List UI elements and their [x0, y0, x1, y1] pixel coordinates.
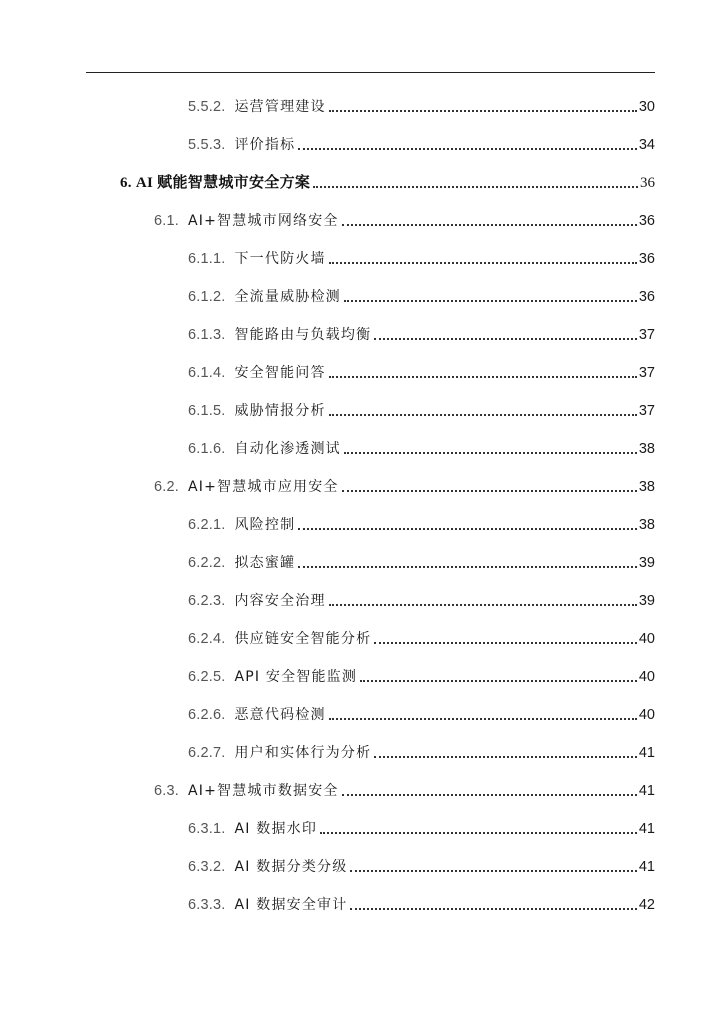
toc-entry-6-2[interactable] — [154, 474, 655, 496]
toc-entry-number: 6.2.1. — [188, 517, 226, 533]
toc-dot-leader — [350, 870, 636, 872]
toc-entry-6-2-5[interactable] — [188, 664, 655, 686]
toc-entry-page: 41 — [638, 821, 655, 837]
toc-entry-page: 41 — [638, 783, 655, 799]
toc-entry-6-3-2[interactable] — [188, 854, 655, 876]
toc-entry-page: 38 — [638, 517, 655, 533]
toc-entry-page: 40 — [638, 631, 655, 647]
toc-entry-number: 6.2.5. — [188, 669, 226, 685]
toc-entry-page: 39 — [638, 555, 655, 571]
toc-entry-title: AI+智慧城市数据安全 — [188, 783, 339, 799]
toc-entry-number: 5.5.3. — [188, 137, 226, 153]
toc-dot-leader — [329, 718, 637, 720]
toc-entry-title: AI+智慧城市应用安全 — [188, 479, 339, 495]
toc-dot-leader — [298, 528, 637, 530]
toc-entry-number: 6.1.5. — [188, 403, 226, 419]
toc-entry-number: 6.2.3. — [188, 593, 226, 609]
toc-entry-number: 6.1.6. — [188, 441, 226, 457]
toc-entry-page: 34 — [638, 137, 655, 153]
toc-entry-page: 39 — [638, 593, 655, 609]
toc-entry-6[interactable] — [120, 170, 655, 192]
toc-entry-5-5-2[interactable] — [188, 94, 655, 116]
toc-entry-number: 6.1. — [154, 213, 179, 229]
toc-entry-title: 风险控制 — [234, 517, 296, 533]
toc-dot-leader — [344, 300, 637, 302]
toc-entry-title: 自动化渗透测试 — [234, 441, 341, 457]
toc-entry-6-2-3[interactable] — [188, 588, 655, 610]
toc-entry-page: 42 — [638, 897, 655, 913]
toc-entry-5-5-3[interactable] — [188, 132, 655, 154]
toc-entry-page: 36 — [638, 213, 655, 229]
toc-dot-leader — [342, 794, 637, 796]
toc-entry-page: 37 — [638, 327, 655, 343]
toc-entry-title: 安全智能问答 — [234, 365, 326, 381]
toc-entry-title: API 安全智能监测 — [234, 669, 358, 685]
toc-entry-6-3-3[interactable] — [188, 892, 655, 914]
toc-entry-title: AI+智慧城市网络安全 — [188, 213, 339, 229]
toc-dot-leader — [360, 680, 637, 682]
toc-entry-title: AI 赋能智慧城市安全方案 — [135, 175, 311, 191]
toc-entry-title: 恶意代码检测 — [234, 707, 326, 723]
toc-entry-number: 6.3.1. — [188, 821, 226, 837]
toc-entry-page: 40 — [638, 669, 655, 685]
toc-entry-number: 6.2.6. — [188, 707, 226, 723]
toc-entry-page: 37 — [638, 365, 655, 381]
toc-entry-title: 全流量威胁检测 — [234, 289, 341, 305]
toc-entry-6-2-2[interactable] — [188, 550, 655, 572]
toc-dot-leader — [298, 148, 637, 150]
toc-entry-page: 37 — [638, 403, 655, 419]
toc-dot-leader — [313, 186, 638, 188]
toc-entry-page: 36 — [638, 289, 655, 305]
toc-entry-6-1-3[interactable] — [188, 322, 655, 344]
toc-entry-title: AI 数据分类分级 — [234, 859, 348, 875]
toc-dot-leader — [374, 338, 637, 340]
toc-dot-leader — [329, 604, 637, 606]
toc-entry-title: 威胁情报分析 — [234, 403, 326, 419]
toc-entry-number: 6.2. — [154, 479, 179, 495]
toc-entry-number: 6.3.3. — [188, 897, 226, 913]
toc-entry-page: 36 — [638, 251, 655, 267]
toc-entry-number: 6. — [120, 175, 132, 191]
toc-entry-number: 6.1.2. — [188, 289, 226, 305]
toc-entry-number: 6.2.2. — [188, 555, 226, 571]
toc-entry-number: 6.1.1. — [188, 251, 226, 267]
toc-entry-6-2-4[interactable] — [188, 626, 655, 648]
toc-entry-page: 41 — [638, 745, 655, 761]
toc-dot-leader — [329, 110, 637, 112]
toc-entry-title: 下一代防火墙 — [234, 251, 326, 267]
toc-entry-page: 40 — [638, 707, 655, 723]
toc-entry-6-2-1[interactable] — [188, 512, 655, 534]
toc-dot-leader — [342, 490, 637, 492]
toc-entry-title: AI 数据水印 — [234, 821, 318, 837]
toc-entry-6-1-4[interactable] — [188, 360, 655, 382]
toc-entry-number: 6.2.4. — [188, 631, 226, 647]
toc-dot-leader — [298, 566, 637, 568]
toc-entry-title: 智能路由与负载均衡 — [234, 327, 372, 343]
toc-entry-title: 内容安全治理 — [234, 593, 326, 609]
toc-dot-leader — [329, 414, 637, 416]
toc-dot-leader — [344, 452, 637, 454]
toc-entry-number: 5.5.2. — [188, 99, 226, 115]
toc-entry-title: 拟态蜜罐 — [234, 555, 296, 571]
toc-dot-leader — [329, 262, 637, 264]
toc-entry-title: 用户和实体行为分析 — [234, 745, 372, 761]
toc-entry-page: 38 — [638, 441, 655, 457]
toc-dot-leader — [320, 832, 637, 834]
toc-entry-title: AI 数据安全审计 — [234, 897, 348, 913]
toc-entry-number: 6.3. — [154, 783, 179, 799]
toc-entry-6-1[interactable] — [154, 208, 655, 230]
toc-dot-leader — [329, 376, 637, 378]
toc-entry-6-1-5[interactable] — [188, 398, 655, 420]
toc-entry-6-2-6[interactable] — [188, 702, 655, 724]
toc-entry-page: 30 — [638, 99, 655, 115]
toc-entry-6-1-1[interactable] — [188, 246, 655, 268]
toc-dot-leader — [342, 224, 637, 226]
toc-dot-leader — [374, 756, 637, 758]
toc-entry-number: 6.1.4. — [188, 365, 226, 381]
toc-entry-number: 6.2.7. — [188, 745, 226, 761]
toc-entry-6-3-1[interactable] — [188, 816, 655, 838]
toc-entry-number: 6.3.2. — [188, 859, 226, 875]
toc-entry-page: 38 — [638, 479, 655, 495]
toc-entry-page: 41 — [638, 859, 655, 875]
toc-dot-leader — [350, 908, 636, 910]
toc-entry-6-3[interactable] — [154, 778, 655, 800]
toc-entry-number: 6.1.3. — [188, 327, 226, 343]
toc-entry-6-1-6[interactable] — [188, 436, 655, 458]
toc-entry-title: 运营管理建设 — [234, 99, 326, 115]
toc-entry-6-1-2[interactable] — [188, 284, 655, 306]
toc-entry-title: 评价指标 — [234, 137, 296, 153]
toc-entry-page: 36 — [640, 175, 655, 191]
toc-entry-6-2-7[interactable] — [188, 740, 655, 762]
toc-entry-title: 供应链安全智能分析 — [234, 631, 372, 647]
toc-dot-leader — [374, 642, 637, 644]
